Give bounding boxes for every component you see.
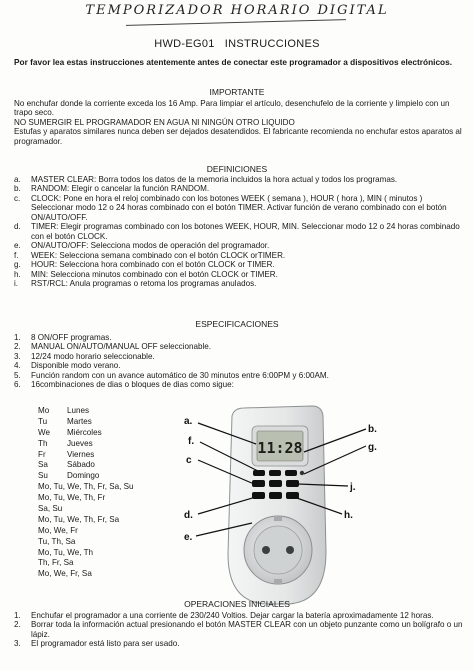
button — [253, 470, 265, 476]
button — [286, 480, 299, 487]
list-item: 2. Borrar toda la información actual presionando el botón MASTER CLEAR con un objeto punzante como un bolígrafo o un lápiz. — [14, 620, 463, 639]
specs-list — [14, 333, 464, 390]
random-led — [300, 471, 304, 475]
socket-inner — [254, 526, 302, 574]
day-row: Mo Lunes — [38, 406, 90, 415]
socket-hole — [262, 546, 270, 554]
list-item: b. RANDOM: Elegir o cancelar la función RANDOM. — [14, 184, 210, 194]
button — [285, 470, 297, 476]
list-item: 3. 12/24 modo horario seleccionable. — [14, 351, 155, 361]
definitions-heading: DEFINICIONES — [206, 164, 268, 174]
day-row: Su Domingo — [38, 471, 100, 481]
svg-text:f.: f. — [188, 436, 195, 447]
button — [269, 480, 282, 487]
important-line: Estufas y aparatos similares nunca deben ser dejados desatendidos. El fabricante recomienda no enchufar estos aparatos al programador. — [14, 127, 462, 146]
model-number: HWD-EG01 — [154, 38, 215, 50]
list-item: 1. Enchufar el programador a una corriente de 230/240 Voltios. Dejar cargar la batería aproximadamente 12 horas. — [14, 611, 434, 620]
list-item: 4. Disponible modo verano. — [14, 361, 121, 371]
instructions-title: INSTRUCCIONES — [224, 38, 320, 50]
button — [269, 470, 281, 476]
day-row: Tu Martes — [38, 416, 92, 426]
svg-text:e.: e. — [184, 532, 193, 543]
svg-text:j.: j. — [350, 482, 356, 493]
day-row: Th Jueves — [38, 438, 93, 448]
day-row: Mo, We, Fr — [38, 525, 78, 535]
svg-text:d.: d. — [184, 510, 193, 521]
list-item: i. RST/RCL: Anula programas o retoma los programas anulados. — [14, 279, 257, 289]
list-item: 6. 16combinaciones de dias o bloques de dias como sigue: — [14, 380, 234, 390]
svg-text:g.: g. — [368, 442, 377, 453]
important-line: No enchufar donde la corriente exceda los 16 Amp. Para limpiar el artículo, desenchufelo de la corriente y limpielo con un trapo seco. — [14, 99, 450, 118]
day-row: Mo, Tu, We, Th, Fr, Sa, Su — [38, 482, 134, 492]
list-item: 3. El programador está listo para ser usado. — [14, 639, 180, 649]
list-item: h. MIN: Selecciona minutos combinado con el botón CLOCK or TIMER. — [14, 269, 278, 279]
day-row: Mo, Tu, We, Th, Fr — [38, 493, 106, 503]
list-item: g. HOUR: Selecciona hora combinado con el botón CLOCK or TIMER. — [14, 260, 275, 270]
handwritten-title: TEMPORIZADOR HORARIO DIGITAL — [85, 3, 389, 18]
day-row: We Miércoles — [38, 427, 102, 437]
earth-clip — [274, 516, 282, 521]
list-item: 5. Función random con un avance automático de 30 minutos entre 6:00PM y 6:00AM. — [14, 370, 329, 380]
list-item: d. TIMER: Elegir programas combinado con los botones WEEK, HOUR, MIN. Seleccionar modo 12 o 24 horas combinado con el botón CLOCK. — [14, 222, 460, 241]
specs-heading: ESPECIFICACIONES — [195, 319, 279, 329]
timer-illustration — [170, 402, 380, 606]
lcd-time: 11:28 — [257, 439, 303, 457]
socket-hole — [286, 546, 294, 554]
model-heading — [0, 38, 474, 51]
important-line: NO SUMERGIR EL PROGRAMADOR EN AGUA NI NINGÚN OTRO LIQUIDO — [14, 117, 295, 127]
svg-text:h.: h. — [344, 510, 353, 521]
title-underline — [126, 19, 346, 26]
day-row: Mo, Tu, We, Th — [38, 547, 94, 557]
list-item: e. ON/AUTO/OFF: Selecciona modos de operación del programador. — [14, 241, 270, 251]
list-item: a. MASTER CLEAR: Borra todos los datos de la memoria incluidos la hora actual y todos los programas. — [14, 175, 398, 184]
day-row: Sa, Su — [38, 504, 63, 514]
earth-clip — [274, 579, 282, 584]
day-combinations — [38, 406, 134, 580]
list-item: c. CLOCK: Pone en hora el reloj combinado con los botones WEEK ( semana ), HOUR ( hora ), MIN ( minutos ) Seleccionar modo 12 o 24 horas combinado con el botón TIMER. Activar función de verano combinado con el botón ON/AUTO/OFF. — [14, 193, 447, 222]
svg-text:c: c — [186, 455, 192, 466]
list-item: f. WEEK: Selecciona semana combinado con el botón CLOCK orTIMER. — [14, 250, 286, 260]
important-heading: IMPORTANTE — [209, 87, 265, 97]
day-row: Mo, Tu, We, Th, Fr, Sa — [38, 514, 120, 524]
list-item: 1. 8 ON/OFF programas. — [14, 333, 112, 342]
day-row: Mo, We, Fr, Sa — [38, 569, 92, 579]
day-row: Tu, Th, Sa — [38, 536, 76, 546]
intro-text: Por favor lea estas instrucciones atentemente antes de conectar este programador a dispositivos electrónicos. — [14, 57, 453, 67]
day-row: Fr Viernes — [38, 449, 95, 459]
important-text — [14, 99, 464, 146]
definitions-list — [14, 175, 464, 289]
button — [269, 492, 282, 499]
day-row: Sa Sábado — [38, 460, 95, 470]
svg-text:b.: b. — [368, 424, 377, 435]
svg-text:a.: a. — [184, 416, 193, 427]
list-item: 2. MANUAL ON/AUTO/MANUAL OFF seleccionable. — [14, 342, 212, 352]
day-row: Th, Fr, Sa — [38, 558, 74, 568]
initial-ops-list — [14, 611, 464, 649]
initial-ops-heading: OPERACIONES INICIALES — [184, 599, 290, 609]
